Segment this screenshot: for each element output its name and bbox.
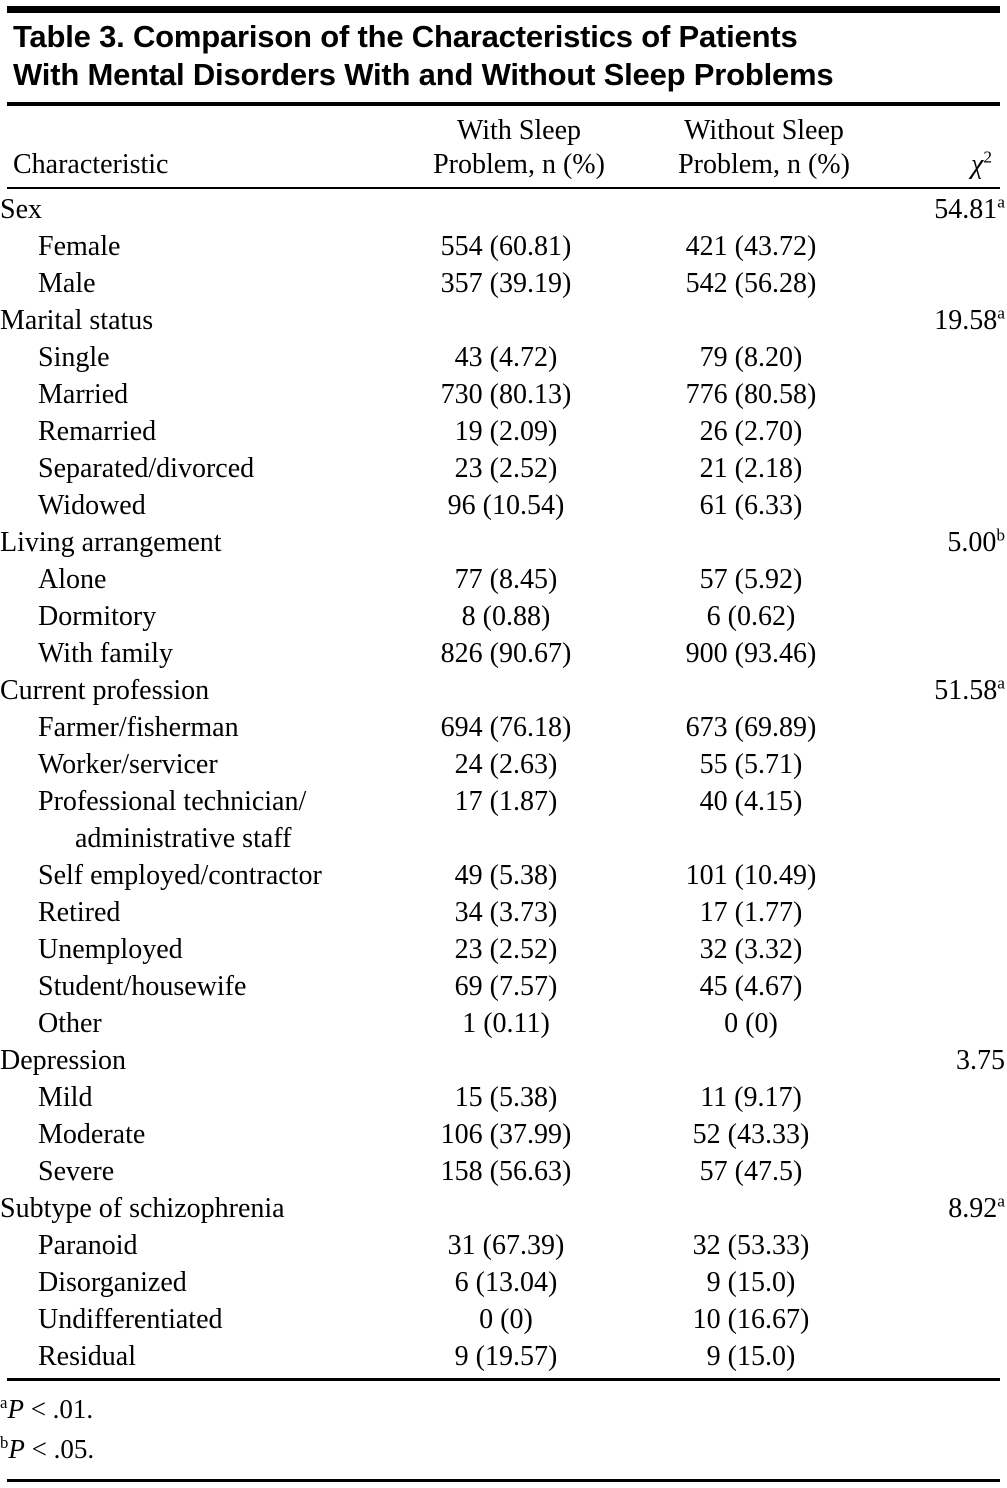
row-label: [0, 1227, 386, 1264]
column-without-sleep: Without Sleep Problem, n (%): [678, 115, 850, 180]
table-row: [0, 487, 1007, 524]
row-label-line1: Self employed/contractor: [38, 860, 322, 891]
row-label-line1: Single: [38, 342, 110, 373]
row-label: [0, 598, 386, 635]
table-row: [0, 302, 1007, 339]
row-label-line1: Unemployed: [38, 934, 183, 965]
cell-without-sleep: 6 (0.62): [706, 601, 796, 632]
row-label-line1: Residual: [38, 1341, 136, 1372]
row-label: [0, 1079, 386, 1116]
cell-chi2: 19.58$^a$: [934, 303, 1005, 336]
row-label-line1: Alone: [38, 564, 107, 595]
cell-without-sleep: 542 (56.28): [685, 268, 817, 299]
cell-without-sleep: 55 (5.71): [699, 749, 803, 780]
table-row: [0, 1079, 1007, 1116]
row-label: [0, 931, 386, 968]
row-label: [0, 450, 386, 487]
section-label: Living arrangement: [0, 527, 222, 558]
cell-without-sleep: 9 (15.0): [706, 1341, 796, 1372]
row-label: [0, 635, 386, 672]
row-label: [0, 487, 386, 524]
column-characteristic: Characteristic: [13, 149, 169, 180]
cell-without-sleep: 57 (47.5): [699, 1156, 803, 1187]
row-label: [0, 709, 386, 746]
table-row: [0, 376, 1007, 413]
cell-chi2: 8.92$^a$: [948, 1191, 1005, 1224]
row-label-line1: Separated/divorced: [38, 453, 255, 484]
cell-chi2: 5.00$^b$: [947, 525, 1005, 558]
row-label-line1: Mild: [38, 1082, 93, 1113]
row-label: [0, 746, 386, 783]
footnotes: [0, 1381, 1007, 1479]
cell-chi2: 54.81$^a$: [934, 192, 1005, 225]
cell-without-sleep: 673 (69.89): [685, 712, 817, 743]
table-row: [0, 1190, 1007, 1227]
bottom-rule: [7, 1479, 1000, 1482]
table-row: [0, 1153, 1007, 1190]
column-chi2: $\chi^2$: [970, 147, 992, 180]
cell-chi2: 51.58$^a$: [934, 673, 1005, 706]
cell-with-sleep: 69 (7.57): [454, 971, 558, 1002]
row-label-line1: Farmer/fisherman: [38, 712, 239, 743]
table-row: [0, 1116, 1007, 1153]
table-title: [13, 13, 994, 102]
row-label: [0, 376, 386, 413]
cell-without-sleep: 52 (43.33): [692, 1119, 810, 1150]
table-row: [0, 450, 1007, 487]
cell-with-sleep: 554 (60.81): [440, 231, 572, 262]
row-label: [0, 1116, 386, 1153]
top-rule: [7, 6, 1000, 13]
table-row: [0, 746, 1007, 783]
table-row: [0, 1338, 1007, 1375]
cell-with-sleep: 31 (67.39): [447, 1230, 565, 1261]
cell-without-sleep: 61 (6.33): [699, 490, 803, 521]
row-label-line1: Paranoid: [38, 1230, 138, 1261]
table-row: [0, 931, 1007, 968]
row-label-line1: Worker/servicer: [38, 749, 218, 780]
cell-without-sleep: 26 (2.70): [699, 416, 803, 447]
cell-with-sleep: 826 (90.67): [440, 638, 572, 669]
cell-without-sleep: 9 (15.0): [706, 1267, 796, 1298]
cell-without-sleep: 101 (10.49): [685, 860, 817, 891]
cell-with-sleep: 23 (2.52): [454, 453, 558, 484]
cell-with-sleep: 96 (10.54): [447, 490, 565, 521]
row-label-line1: Dormitory: [38, 601, 157, 632]
row-label-line1: Male: [38, 268, 96, 299]
table-row: [0, 783, 1007, 857]
chi-symbol: χ: [970, 149, 984, 180]
footnote: $^b$P < .05.: [0, 1433, 95, 1464]
cell-with-sleep: 106 (37.99): [440, 1119, 572, 1150]
row-label-line1: Undifferentiated: [38, 1304, 223, 1335]
row-label: [0, 561, 386, 598]
table-row: [0, 1227, 1007, 1264]
cell-without-sleep: 10 (16.67): [692, 1304, 810, 1335]
row-label: [0, 968, 386, 1005]
cell-with-sleep: 24 (2.63): [454, 749, 558, 780]
table-row: [0, 672, 1007, 709]
row-label-line1: Remarried: [38, 416, 157, 447]
row-label-line2: administrative staff: [75, 823, 292, 854]
row-label: [0, 783, 386, 857]
row-label-line1: Moderate: [38, 1119, 146, 1150]
row-label-line1: Professional technician/: [38, 786, 307, 817]
row-label: [0, 1338, 386, 1375]
table-row: [0, 894, 1007, 931]
cell-without-sleep: 32 (3.32): [699, 934, 803, 965]
row-label: [0, 413, 386, 450]
row-label: [0, 1264, 386, 1301]
cell-without-sleep: 21 (2.18): [699, 453, 803, 484]
table-row: [0, 635, 1007, 672]
row-label: [0, 894, 386, 931]
cell-with-sleep: 0 (0): [479, 1304, 533, 1335]
table-row: [0, 709, 1007, 746]
section-label: Sex: [0, 194, 42, 225]
footnote: $^a$P < .01.: [0, 1393, 94, 1424]
section-label: Current profession: [0, 675, 210, 706]
cell-without-sleep: 40 (4.15): [699, 786, 803, 817]
cell-with-sleep: 6 (13.04): [454, 1267, 558, 1298]
row-label-line1: Female: [38, 231, 121, 262]
section-label: Depression: [0, 1045, 126, 1076]
row-label-line1: Widowed: [38, 490, 146, 521]
table-header: [13, 106, 994, 187]
cell-without-sleep: 45 (4.67): [699, 971, 803, 1002]
cell-without-sleep: 776 (80.58): [685, 379, 817, 410]
cell-with-sleep: 694 (76.18): [440, 712, 572, 743]
row-label: [0, 339, 386, 376]
section-label: Subtype of schizophrenia: [0, 1193, 285, 1224]
row-label: [0, 1005, 386, 1042]
table-title-line2: With Mental Disorders With and Without Sleep Problems: [13, 57, 834, 92]
cell-without-sleep: 17 (1.77): [699, 897, 803, 928]
row-label: [0, 857, 386, 894]
cell-with-sleep: 19 (2.09): [454, 416, 558, 447]
cell-without-sleep: 79 (8.20): [699, 342, 803, 373]
table-row: [0, 857, 1007, 894]
row-label-line1: Severe: [38, 1156, 115, 1187]
table-row: [0, 228, 1007, 265]
cell-without-sleep: 900 (93.46): [685, 638, 817, 669]
cell-with-sleep: 34 (3.73): [454, 897, 558, 928]
table-row: [0, 1042, 1007, 1079]
cell-chi2: 3.75: [956, 1045, 1005, 1076]
table-row: [0, 265, 1007, 302]
cell-with-sleep: 9 (19.57): [454, 1341, 558, 1372]
table-body: [0, 189, 1007, 1378]
cell-with-sleep: 77 (8.45): [454, 564, 558, 595]
table-row: [0, 413, 1007, 450]
cell-with-sleep: 158 (56.63): [440, 1156, 572, 1187]
row-label-line1: With family: [38, 638, 173, 669]
cell-without-sleep: 421 (43.72): [685, 231, 817, 262]
row-label: [0, 1301, 386, 1338]
table-row: [0, 561, 1007, 598]
cell-with-sleep: 357 (39.19): [440, 268, 572, 299]
row-label: [0, 265, 386, 302]
cell-with-sleep: 17 (1.87): [454, 786, 558, 817]
row-label: [0, 1153, 386, 1190]
cell-without-sleep: 11 (9.17): [700, 1082, 802, 1113]
row-label-line1: Disorganized: [38, 1267, 187, 1298]
cell-with-sleep: 1 (0.11): [462, 1008, 550, 1039]
row-label-line1: Married: [38, 379, 129, 410]
cell-without-sleep: 57 (5.92): [699, 564, 803, 595]
table-row: [0, 1264, 1007, 1301]
row-label-line1: Retired: [38, 897, 121, 928]
table-row: [0, 1005, 1007, 1042]
cell-with-sleep: 49 (5.38): [454, 860, 558, 891]
table-row: [0, 339, 1007, 376]
cell-with-sleep: 43 (4.72): [454, 342, 558, 373]
table-row: [0, 191, 1007, 228]
row-label-line1: Other: [38, 1008, 102, 1039]
table-row: [0, 524, 1007, 561]
cell-without-sleep: 0 (0): [724, 1008, 778, 1039]
cell-with-sleep: 15 (5.38): [454, 1082, 558, 1113]
row-label-line1: Student/housewife: [38, 971, 247, 1002]
table-row: [0, 1301, 1007, 1338]
section-label: Marital status: [0, 305, 154, 336]
row-label: [0, 228, 386, 265]
column-with-sleep: With Sleep Problem, n (%): [433, 115, 605, 180]
table-title-line1: Table 3. Comparison of the Characteristics of Patients: [13, 19, 798, 54]
cell-without-sleep: 32 (53.33): [692, 1230, 810, 1261]
table-row: [0, 968, 1007, 1005]
table-row: [0, 598, 1007, 635]
cell-with-sleep: 23 (2.52): [454, 934, 558, 965]
cell-with-sleep: 8 (0.88): [461, 601, 551, 632]
cell-with-sleep: 730 (80.13): [440, 379, 572, 410]
